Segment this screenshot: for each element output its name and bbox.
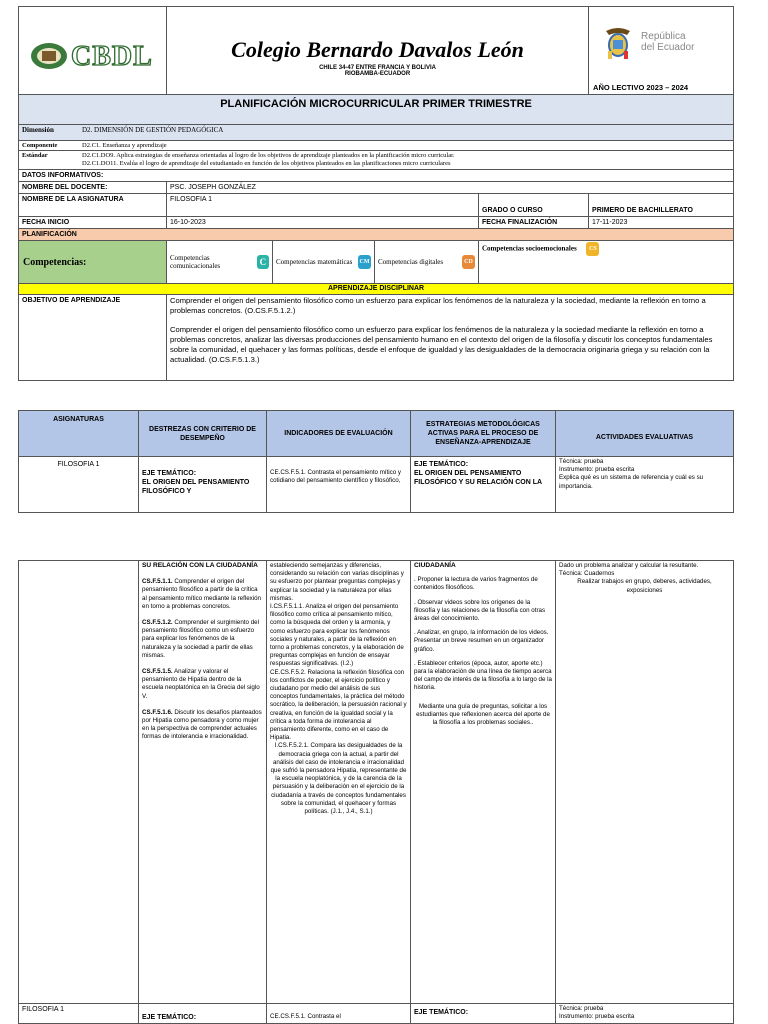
bottom-estrategia: EJE TEMÁTICO: xyxy=(411,1004,556,1024)
componente-value: D2.C1. Enseñanza y aprendizaje xyxy=(82,142,167,149)
objetivo-p2: Comprender el origen del pensamiento filosófico como un esfuerzo para explicar los fenómenos de la naturaleza y la sociedad mediante la reflexión en torno a problemas concretos, analizar las diversas producciones del pensamiento humano en el contexto del origen de la filosofía y discutir los conceptos fundamentales sobre la comunidad, el quehacer y las formas políticas, desde el enfoque de igualdad y las desigualdades de la democracia originaria griega y su relación con la actualidad. (O.CS.F.5.1.3.) xyxy=(170,325,713,364)
school-title-cell xyxy=(167,7,589,95)
page2-actividades xyxy=(556,561,734,1004)
destreza-code: CS.F.5.1.2. xyxy=(142,619,173,627)
destreza-item xyxy=(142,668,263,701)
fin-label: FECHA FINALIZACIÓN xyxy=(479,217,589,229)
destreza-item xyxy=(142,578,263,611)
dimension-label: Dimensión xyxy=(22,126,54,134)
objetivo-p1: Comprender el origen del pensamiento filosófico como un esfuerzo para explicar los fenómenos de la naturaleza y la sociedad, mediante la reflexión en torno a problemas concretos. (O.CS.F.5.1.2.) xyxy=(170,296,706,315)
digitales-icon: CD xyxy=(462,255,475,269)
school-address: CHILE 34-47 ENTRE FRANCIA Y BOLIVIA xyxy=(319,65,436,71)
matematicas-icon: CM xyxy=(358,255,371,269)
bottom-destreza: EJE TEMÁTICO: xyxy=(139,1004,267,1024)
school-crest-icon xyxy=(29,39,69,73)
objetivo-value xyxy=(167,295,734,381)
estandar-label: Estándar xyxy=(22,152,48,159)
comp2-label: Competencias matemáticas xyxy=(276,258,353,266)
header-actividades: ACTIVIDADES EVALUATIVAS xyxy=(556,411,734,457)
indicador-p4: I.CS.F.5.2.1. Compara las desigualdades de la democracia griega con la actual, a partir del análisis del caso de intolerancia e irracionalidad que sufrió la pensadora Hipatia, representante de la escuela neoplatónica, y de la carencia de la persuasión y la deliberación en el ejercicio de la ciudadanía a través de conceptos fundamentales sobre la comunidad, el quehacer y formas políticas. (J.1., J.4., S.1.) xyxy=(270,742,407,816)
row1-asignatura: FILOSOFIA 1 xyxy=(19,457,139,513)
destreza-item xyxy=(142,619,263,660)
asignatura-value: FILOSOFIA 1 xyxy=(167,194,479,217)
docente-value: PSC. JOSEPH GONZÁLEZ xyxy=(167,182,734,194)
competencias-label: Competencias: xyxy=(19,241,167,284)
socioemocionales-icon: CS xyxy=(586,242,599,256)
comunicacionales-icon: C xyxy=(257,255,269,269)
fin-value: 17-11-2023 xyxy=(589,217,734,229)
bottom-actividad-2: Instrumento: prueba escrita xyxy=(559,1013,635,1021)
school-logo-text: CBDL xyxy=(71,41,153,72)
dimension-value: D2. DIMENSIÓN DE GESTIÓN PEDAGÓGICA xyxy=(82,126,224,134)
actividad-p1: Dado un problema analizar y calcular la resultante. xyxy=(559,562,699,569)
comp-matematicas xyxy=(273,241,375,284)
componente-label: Componente xyxy=(22,142,58,149)
bottom-indicador: CE.CS.F.5.1. Contrasta el xyxy=(267,1004,411,1024)
comp3-label: Competencias digitales xyxy=(378,258,444,266)
bottom-actividad xyxy=(556,1004,734,1024)
estrategia-item: . Proponer la lectura de varios fragmentos de contenidos filosóficos. xyxy=(414,576,538,592)
page2-destrezas xyxy=(139,561,267,1004)
page2-asignatura-empty xyxy=(19,561,139,1004)
estrategia-item: . Analizar, en grupo, la información de los videos. Presentar un breve resumen en un organizador gráfico. xyxy=(414,629,549,653)
plan-header-sheet xyxy=(0,6,768,394)
row1-destreza: EJE TEMÁTICO: EL ORIGEN DEL PENSAMIENTO FILOSÓFICO Y xyxy=(139,457,267,513)
header-estrategias: ESTRATEGIAS METODOLÓGICAS ACTIVAS PARA EL PROCESO DE ENSEÑANZA-APRENDIZAJE xyxy=(411,411,556,457)
inicio-label: FECHA INICIO xyxy=(19,217,167,229)
row1-actividad: Técnica: prueba Instrumento: prueba escrita Explica qué es un sistema de referencia y cuál es su importancia. xyxy=(556,457,734,513)
destreza-code: CS.F.5.1.1. xyxy=(142,578,173,586)
bottom-actividad-1: Técnica: prueba xyxy=(559,1005,604,1012)
dimension-row xyxy=(19,125,734,141)
docente-label: NOMBRE DEL DOCENTE: xyxy=(19,182,167,194)
destreza-code: CS.F.5.1.6. xyxy=(142,708,173,716)
inicio-value: 16-10-2023 xyxy=(167,217,479,229)
actividad-p2: Técnica: Cuadernos xyxy=(559,570,615,578)
indicador-p3: CE.CS.F.5.2. Relaciona la reflexión filosófica con los conflictos de poder, el ejercicio político y ciudadano por medio del análisis de sus conceptos fundamentales, la práctica del método socrático, la deliberación, la persuasión racional y creativa, en función de la igualdad social y la crítica a toda forma de intolerancia al pensamiento diferente, como en el caso de Hipatia. xyxy=(270,668,407,742)
plan-header-table xyxy=(18,6,734,381)
school-city: RIOBAMBA-ECUADOR xyxy=(344,71,411,77)
estrategia-item: . Establecer criterios (época, autor, aporte etc.) para la elaboración de una línea de tiempo acerca del campo de interés de la filosofía a lo largo de la historia. xyxy=(414,659,552,692)
row1-estrategia: EJE TEMÁTICO: EL ORIGEN DEL PENSAMIENTO FILOSÓFICO Y SU RELACIÓN CON LA xyxy=(411,457,556,513)
estrategia-final: Mediante una guía de preguntas, solicitar a los estudiantes que reflexionen acerca del aporte de la filosofía a los problemas sociales.. xyxy=(416,702,550,727)
grado-value: PRIMERO DE BACHILLERATO xyxy=(589,194,734,217)
row1-indicador: CE.CS.F.5.1. Contrasta el pensamiento mítico y cotidiano del pensamiento científico y filosófico, xyxy=(267,457,411,513)
comp-socioemocionales xyxy=(479,241,734,284)
comp4-label: Competencias socioemocionales xyxy=(482,244,577,253)
actividad-p3: Realizar trabajos en grupo, deberes, actividades, exposiciones xyxy=(577,578,712,594)
gov-line2: del Ecuador xyxy=(641,42,695,53)
destreza-text: Analizar y valorar el pensamiento de Hipatia dentro de la escuela neoplatónica en la Grecia del siglo V. xyxy=(142,668,260,700)
planificacion-label: PLANIFICACIÓN xyxy=(19,229,734,241)
bottom-asignatura: FILOSOFIA 1 xyxy=(19,1004,139,1024)
logo-cell xyxy=(19,7,167,95)
destreza-text: Comprender el surgimiento del pensamiento filosófico como un esfuerzo para explicar los fenómenos de la naturaleza y la sociedad a partir de ellas mismas. xyxy=(142,619,259,659)
componente-row xyxy=(19,141,734,151)
estandar-value-2: D2.C1.DO11. Evalúa el logro de aprendizaje del estudiantado en función de los objetivos planteados en las planificaciones micro curriculares xyxy=(82,160,451,167)
destreza-text: Comprender el origen del pensamiento filosófico a partir de la crítica al pensamiento mítico mediante la reflexión en torno a problemas concretos. xyxy=(142,578,262,610)
estrategia-item: . Observar videos sobre los orígenes de la filosofía y las relaciones de la filosofía con otras áreas del conocimiento. xyxy=(414,598,546,623)
gov-cell xyxy=(589,7,734,95)
aprendizaje-label: APRENDIZAJE DISCIPLINAR xyxy=(19,284,734,295)
gov-line1: República xyxy=(641,31,686,42)
page2-indicadores xyxy=(267,561,411,1004)
header-indicadores: INDICADORES DE EVALUACIÓN xyxy=(267,411,411,457)
destreza-code: CS.F.5.1.5. xyxy=(142,668,173,676)
gov-name xyxy=(641,31,694,53)
comp-digitales xyxy=(375,241,479,284)
destreza-item xyxy=(142,709,263,742)
header-asignaturas: ASIGNATURAS xyxy=(19,411,139,457)
main-table-page1 xyxy=(18,410,734,513)
grado-label: GRADO O CURSO xyxy=(479,194,589,217)
school-year: AÑO LECTIVO 2023 – 2024 xyxy=(593,83,689,92)
datos-label: DATOS INFORMATIVOS: xyxy=(19,170,734,182)
estandar-row xyxy=(19,151,734,170)
indicador-p1: estableciendo semejanzas y diferencias, considerando su relación con varias disciplinas y su esfuerzo por plantear preguntas complejas y explicar la sociedad y la naturaleza por ellas mismas. xyxy=(270,562,404,602)
estandar-value-1: D2.C1.DO9. Aplica estrategias de enseñanza orientadas al logro de los objetivos de aprendizaje planteados en la planificación micro curricular. xyxy=(82,152,455,159)
school-name: Colegio Bernardo Davalos León xyxy=(231,37,524,62)
ecuador-coat-of-arms-icon xyxy=(603,25,633,59)
page2-estrategias xyxy=(411,561,556,1004)
objetivo-label: OBJETIVO DE APRENDIZAJE xyxy=(19,295,167,381)
plan-title: PLANIFICACIÓN MICROCURRICULAR PRIMER TRIMESTRE xyxy=(19,95,734,125)
asignatura-label: NOMBRE DE LA ASIGNATURA xyxy=(19,194,167,217)
estrategia-title: CIUDADANÍA xyxy=(414,562,456,569)
main-table-page2 xyxy=(18,560,734,1024)
header-destrezas: DESTREZAS CON CRITERIO DE DESEMPEÑO xyxy=(139,411,267,457)
destreza-text: Discutir los desafíos planteados por Hipatia como pensadora y como mujer en la perspectiva de comprender actuales formas de intolerancia e irracionalidad. xyxy=(142,708,262,741)
destreza-title: SU RELACIÓN CON LA CIUDADANÍA xyxy=(142,562,258,569)
indicador-p2: I.CS.F.5.1.1. Analiza el origen del pensamiento filosófico como crítica al pensamiento mítico, como la búsqueda del orden y la armonía, y como esfuerzo para explicar los fenómenos sociales y naturales, a partir de la reflexión en torno a problemas concretos, y la elaboración de preguntas complejas en función de ensayar respuestas significativas. (I.2.) xyxy=(270,603,404,668)
comp1-label: Competencias comunicacionales xyxy=(170,254,221,270)
comp-comunicacionales xyxy=(167,241,273,284)
